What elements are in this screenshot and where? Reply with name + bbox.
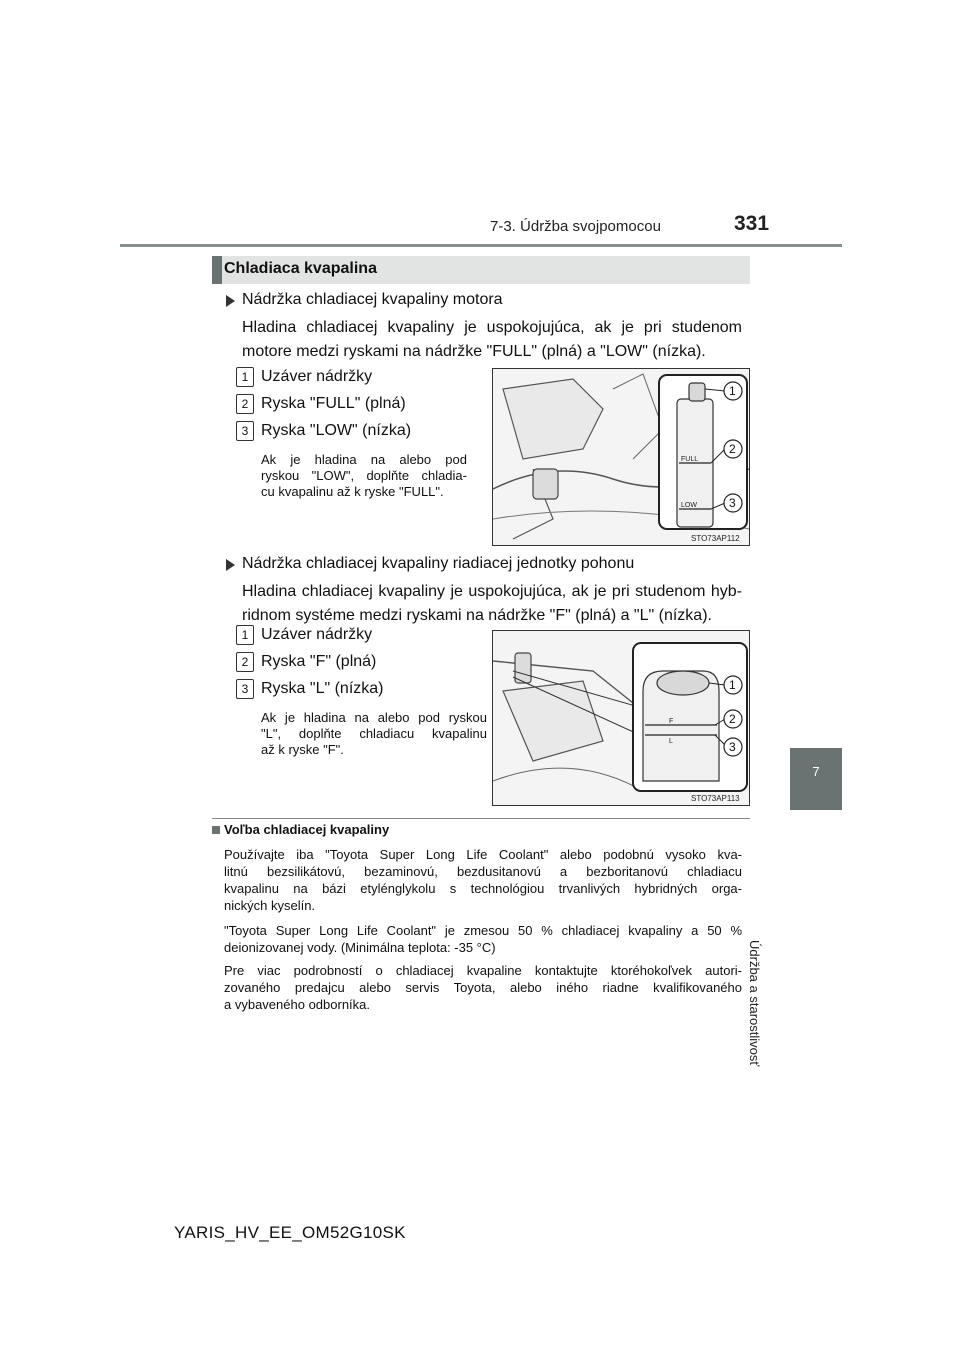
arrow-bullet-icon <box>226 559 235 571</box>
chapter-tab-label: Údržba a starostlivosť <box>747 940 762 1067</box>
paragraph-line: Hladina chladiacej kvapaliny je uspokojujúca, ak je pri studenom <box>242 319 742 336</box>
figure-callout-1: 1 <box>729 384 736 398</box>
subsection-heading-pcu: Nádržka chladiacej kvapaliny riadiacej jednotky pohonu <box>242 555 635 572</box>
paragraph-line: "Toyota Super Long Life Coolant" je zmesou 50 % chladiacej kvapaliny a 50 % <box>224 923 742 938</box>
paragraph-line: Pre viac podrobností o chladiacej kvapaline kontaktujte ktoréhokoľvek autori- <box>224 963 742 978</box>
subsection-heading-engine: Nádržka chladiacej kvapaliny motora <box>242 291 503 308</box>
paragraph-line: deionizovanej vody. (Minimálna teplota: -35 °C) <box>224 940 496 955</box>
engine-bay-illustration <box>493 369 749 545</box>
paragraph-engine-level <box>242 316 742 364</box>
number-badge: 2 <box>236 394 254 414</box>
number-badge: 3 <box>236 421 254 441</box>
note-engine <box>261 452 467 500</box>
paragraph-line: kvapalinu na bázi etylénglykolu s technológiou trvanlivých hybridných orga- <box>224 881 742 896</box>
figure-callout-3: 3 <box>729 496 736 510</box>
section-divider <box>212 818 750 819</box>
legend-item-cap: Uzáver nádržky <box>261 626 373 643</box>
figure-callout-2: 2 <box>729 442 736 456</box>
note-line: až k ryske "F". <box>261 742 344 757</box>
paragraph-line: nických kyselín. <box>224 898 316 913</box>
figure-callout-1: 1 <box>729 678 736 692</box>
paragraph-line: ridnom systéme medzi ryskami na nádržke "F" (plná) a "L" (nízka). <box>242 607 712 624</box>
section-title: Chladiaca kvapalina <box>224 260 377 277</box>
paragraph-line: motore medzi ryskami na nádržke "FULL" (plná) a "LOW" (nízka). <box>242 343 706 360</box>
legend-item-cap: Uzáver nádržky <box>261 368 373 385</box>
note-pcu <box>261 710 487 758</box>
figure-code: STO73AP112 <box>691 534 740 543</box>
paragraph-line: litnú bezsilikátovú, bezaminovú, bezdusitanovú a bezboritanovú chladiacu <box>224 864 742 879</box>
legend-item-full-mark: Ryska "FULL" (plná) <box>261 395 406 412</box>
chapter-tab: 7 <box>790 748 842 810</box>
coolant-selection-para-2 <box>224 922 742 956</box>
number-badge: 3 <box>236 679 254 699</box>
figure-code: STO73AP113 <box>691 794 740 803</box>
figure-mark-full: FULL <box>681 456 699 463</box>
chapter-section-title: 7-3. Údržba svojpomocou <box>490 218 661 235</box>
figure-mark-f: F <box>669 718 674 725</box>
note-line: "L", doplňte chladiacu kvapalinu <box>261 726 487 741</box>
header-rule <box>120 244 842 247</box>
figure-callout-2: 2 <box>729 712 736 726</box>
square-bullet-icon <box>212 826 220 834</box>
legend-item-f-mark: Ryska "F" (plná) <box>261 653 377 670</box>
document-code: YARIS_HV_EE_OM52G10SK <box>174 1223 406 1242</box>
note-line: ryskou "LOW", doplňte chladia- <box>261 468 467 483</box>
note-line: Ak je hladina na alebo pod <box>261 452 467 467</box>
paragraph-line: Hladina chladiacej kvapaliny je uspokojujúca, ak je pri studenom hyb- <box>242 583 742 600</box>
figure-engine-reservoir <box>492 368 750 546</box>
coolant-selection-para-1 <box>224 846 742 914</box>
legend-item-low-mark: Ryska "LOW" (nízka) <box>261 422 412 439</box>
page-number: 331 <box>734 212 770 235</box>
figure-mark-l: L <box>669 738 673 745</box>
paragraph-pcu-level <box>242 580 742 628</box>
coolant-selection-para-3 <box>224 962 742 1013</box>
paragraph-line: a vybaveného odborníka. <box>224 997 370 1012</box>
engine-bay-illustration <box>493 631 749 805</box>
note-line: cu kvapalinu až k ryske "FULL". <box>261 484 444 499</box>
paragraph-line: Používajte iba "Toyota Super Long Life Coolant" alebo podobnú vysoko kva- <box>224 847 742 862</box>
figure-mark-low: LOW <box>681 502 697 509</box>
paragraph-line: zovaného predajcu alebo servis Toyota, alebo iného riadne kvalifikovaného <box>224 980 742 995</box>
figure-callout-3: 3 <box>729 740 736 754</box>
note-line: Ak je hladina na alebo pod ryskou <box>261 710 487 725</box>
legend-item-l-mark: Ryska "L" (nízka) <box>261 680 384 697</box>
number-badge: 1 <box>236 367 254 387</box>
figure-pcu-reservoir <box>492 630 750 806</box>
coolant-selection-title: Voľba chladiacej kvapaliny <box>224 822 390 837</box>
number-badge: 2 <box>236 652 254 672</box>
arrow-bullet-icon <box>226 295 235 307</box>
number-badge: 1 <box>236 625 254 645</box>
